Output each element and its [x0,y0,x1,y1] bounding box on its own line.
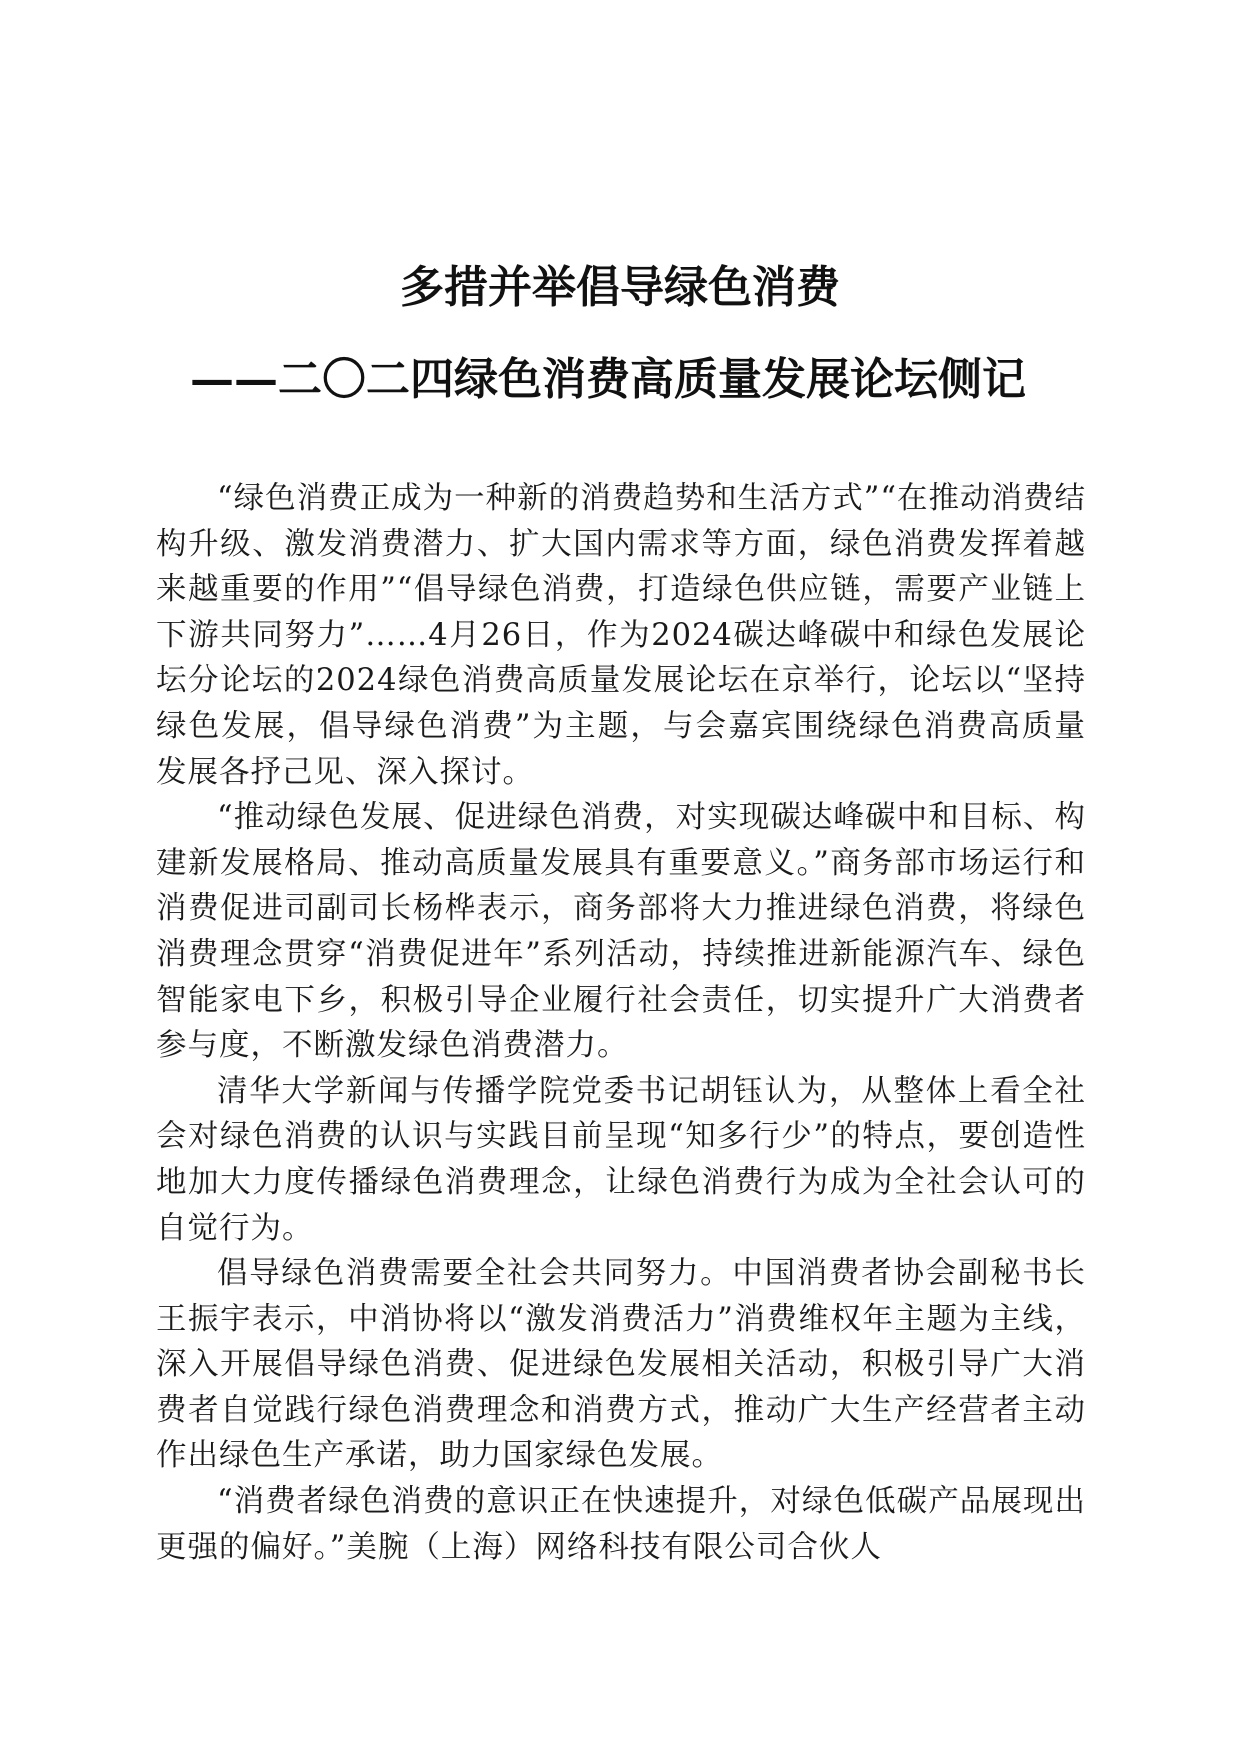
paragraph: “推动绿色发展、促进绿色消费，对实现碳达峰碳中和目标、构建新发展格局、推动高质量发展具有重要意义。”商务部市场运行和消费促进司副司长杨桦表示，商务部将大力推进绿色消费，将绿色消费理念贯穿“消费促进年”系列活动，持续推进新能源汽车、绿色智能家电下乡，积极引导企业履行社会责任，切实提升广大消费者参与度，不断激发绿色消费潜力。 [156,800,1086,1064]
paragraph: 倡导绿色消费需要全社会共同努力。中国消费者协会副秘书长王振宇表示，中消协将以“激发消费活力”消费维权年主题为主线，深入开展倡导绿色消费、促进绿色发展相关活动，积极引导广大消费者自觉践行绿色消费理念和消费方式，推动广大生产经营者主动作出绿色生产承诺，助力国家绿色发展。 [156,1256,1086,1474]
paragraph: “消费者绿色消费的意识正在快速提升，对绿色低碳产品展现出更强的偏好。”美腕（上海）网络科技有限公司合伙人 [156,1484,1086,1565]
paragraph: “绿色消费正成为一种新的消费趋势和生活方式”“在推动消费结构升级、激发消费潜力、扩大国内需求等方面，绿色消费发挥着越来越重要的作用”“倡导绿色消费，打造绿色供应链，需要产业链上下游共同努力”……4月26日，作为2024碳达峰碳中和绿色发展论坛分论坛的2024绿色消费高质量发展论坛在京举行，论坛以“坚持绿色发展，倡导绿色消费”为主题，与会嘉宾围绕绿色消费高质量发展各抒己见、深入探讨。 [156,481,1086,790]
document-title: 多措并举倡导绿色消费 [400,262,840,313]
paragraph: 清华大学新闻与传播学院党委书记胡钰认为，从整体上看全社会对绿色消费的认识与实践目前呈现“知多行少”的特点，要创造性地加大力度传播绿色消费理念，让绿色消费行为成为全社会认可的自觉行为。 [156,1073,1086,1246]
document-subtitle: ——二〇二四绿色消费高质量发展论坛侧记 [190,354,1026,405]
document-body [156,476,1086,1570]
